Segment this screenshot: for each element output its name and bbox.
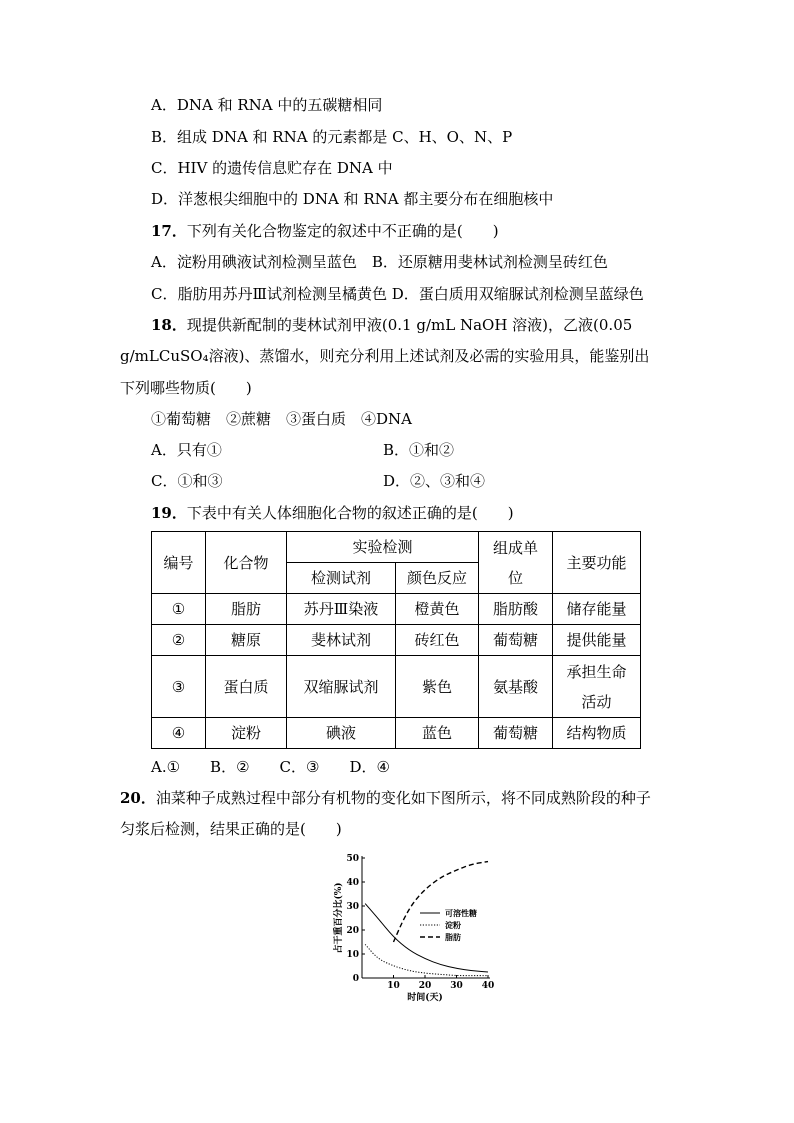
table-row — [152, 594, 641, 625]
header-function: 主要功能 — [553, 532, 641, 594]
q20-number: 20． — [120, 789, 156, 807]
cell-id: ③ — [152, 656, 206, 718]
legend-label: 淀粉 — [445, 920, 461, 930]
cell-function-line2: 活动 — [581, 692, 612, 711]
q17-options-cd: C．脂肪用苏丹Ⅲ试剂检测呈橘黄色 D．蛋白质用双缩脲试剂检测呈蓝绿色 — [151, 285, 644, 303]
cell-unit: 脂肪酸 — [479, 594, 553, 625]
q19-number: 19． — [151, 504, 187, 522]
q20-stem1: 油菜种子成熟过程中部分有机物的变化如下图所示，将不同成熟阶段的种子 — [155, 789, 651, 807]
compound-table — [151, 531, 641, 749]
q18-number: 18． — [151, 316, 187, 334]
cell-compound: 蛋白质 — [206, 656, 287, 718]
x-axis-label: 时间(天) — [407, 993, 443, 1003]
table-row — [152, 625, 641, 656]
q16-option-d: D．洋葱根尖细胞中的 DNA 和 RNA 都主要分布在细胞核中 — [151, 190, 554, 208]
header-reagent: 检测试剂 — [287, 563, 396, 594]
y-axis-label: 占干重百分比(%) — [334, 882, 344, 954]
series-line-2 — [394, 862, 489, 942]
q18-option-b: B．①和② — [383, 441, 455, 459]
cell-color: 紫色 — [396, 656, 479, 718]
cell-unit: 葡萄糖 — [479, 625, 553, 656]
cell-reagent: 双缩脲试剂 — [287, 656, 396, 718]
x-tick-label: 40 — [481, 981, 495, 991]
q18-stem-line3: 下列哪些物质( ) — [120, 379, 252, 397]
cell-reagent: 斐林试剂 — [287, 625, 396, 656]
header-compound: 化合物 — [206, 532, 287, 594]
y-tick-label: 50 — [346, 854, 359, 864]
cell-id: ④ — [152, 718, 206, 749]
cell-compound: 糖原 — [206, 625, 287, 656]
header-unit-line1: 组成单 — [492, 538, 538, 557]
table-row — [152, 718, 641, 749]
q18-option-a: A．只有① — [151, 441, 222, 459]
header-test: 实验检测 — [287, 532, 479, 563]
x-tick-label: 30 — [450, 981, 463, 991]
q17-number: 17． — [151, 222, 187, 240]
q19-stem-line — [151, 503, 514, 523]
header-unit-line2: 位 — [507, 568, 523, 587]
cell-function: 储存能量 — [553, 594, 641, 625]
cell-compound: 淀粉 — [206, 718, 287, 749]
q18-stem-line1 — [151, 315, 632, 335]
seed-composition-chart — [325, 848, 500, 1008]
q19-options: A.① B．② C．③ D．④ — [151, 758, 390, 776]
cell-color: 蓝色 — [396, 718, 479, 749]
header-color: 颜色反应 — [396, 563, 479, 594]
q17-options-ab: A．淀粉用碘液试剂检测呈蓝色 B．还原糖用斐林试剂检测呈砖红色 — [151, 253, 608, 271]
series-line-1 — [365, 944, 488, 975]
header-id: 编号 — [152, 532, 206, 594]
q16-option-a: A．DNA 和 RNA 中的五碳糖相同 — [151, 96, 383, 114]
cell-unit: 葡萄糖 — [479, 718, 553, 749]
x-tick-label: 20 — [418, 981, 432, 991]
cell-function — [553, 656, 641, 718]
legend-label: 脂肪 — [445, 932, 461, 942]
y-tick-label: 20 — [346, 926, 359, 936]
q17-stem: 下列有关化合物鉴定的叙述中不正确的是( ) — [186, 222, 499, 240]
q20-stem-line1 — [120, 788, 651, 808]
y-tick-label: 10 — [346, 950, 359, 960]
legend-label: 可溶性糖 — [445, 908, 477, 918]
q18-option-d: D．②、③和④ — [383, 472, 486, 490]
x-tick-label: 10 — [387, 981, 400, 991]
cell-reagent: 碘液 — [287, 718, 396, 749]
q16-option-c: C．HIV 的遗传信息贮存在 DNA 中 — [151, 159, 393, 177]
q20-stem-line2: 匀浆后检测，结果正确的是( ) — [120, 820, 342, 838]
cell-function: 结构物质 — [553, 718, 641, 749]
q18-option-c: C．①和③ — [151, 472, 223, 490]
cell-color: 砖红色 — [396, 625, 479, 656]
q18-stem-line2: g/mLCuSO₄溶液)、蒸馏水，则充分利用上述试剂及必需的实验用具，能鉴别出 — [120, 347, 650, 365]
cell-color: 橙黄色 — [396, 594, 479, 625]
q18-stem1: 现提供新配制的斐林试剂甲液(0.1 g/mL NaOH 溶液)，乙液(0.05 — [186, 316, 633, 334]
y-tick-label: 40 — [346, 878, 359, 888]
table-row — [152, 656, 641, 718]
q17-stem-line — [151, 221, 499, 241]
cell-function: 提供能量 — [553, 625, 641, 656]
header-unit — [479, 532, 553, 594]
cell-unit: 氨基酸 — [479, 656, 553, 718]
cell-function-line1: 承担生命 — [566, 662, 627, 681]
q16-option-b: B．组成 DNA 和 RNA 的元素都是 C、H、O、N、P — [151, 128, 513, 146]
cell-id: ① — [152, 594, 206, 625]
cell-reagent: 苏丹Ⅲ染液 — [287, 594, 396, 625]
cell-compound: 脂肪 — [206, 594, 287, 625]
y-tick-label: 0 — [352, 974, 359, 984]
q18-items: ①葡萄糖 ②蔗糖 ③蛋白质 ④DNA — [151, 410, 412, 428]
cell-id: ② — [152, 625, 206, 656]
y-tick-label: 30 — [346, 902, 359, 912]
q19-stem: 下表中有关人体细胞化合物的叙述正确的是( ) — [186, 504, 514, 522]
